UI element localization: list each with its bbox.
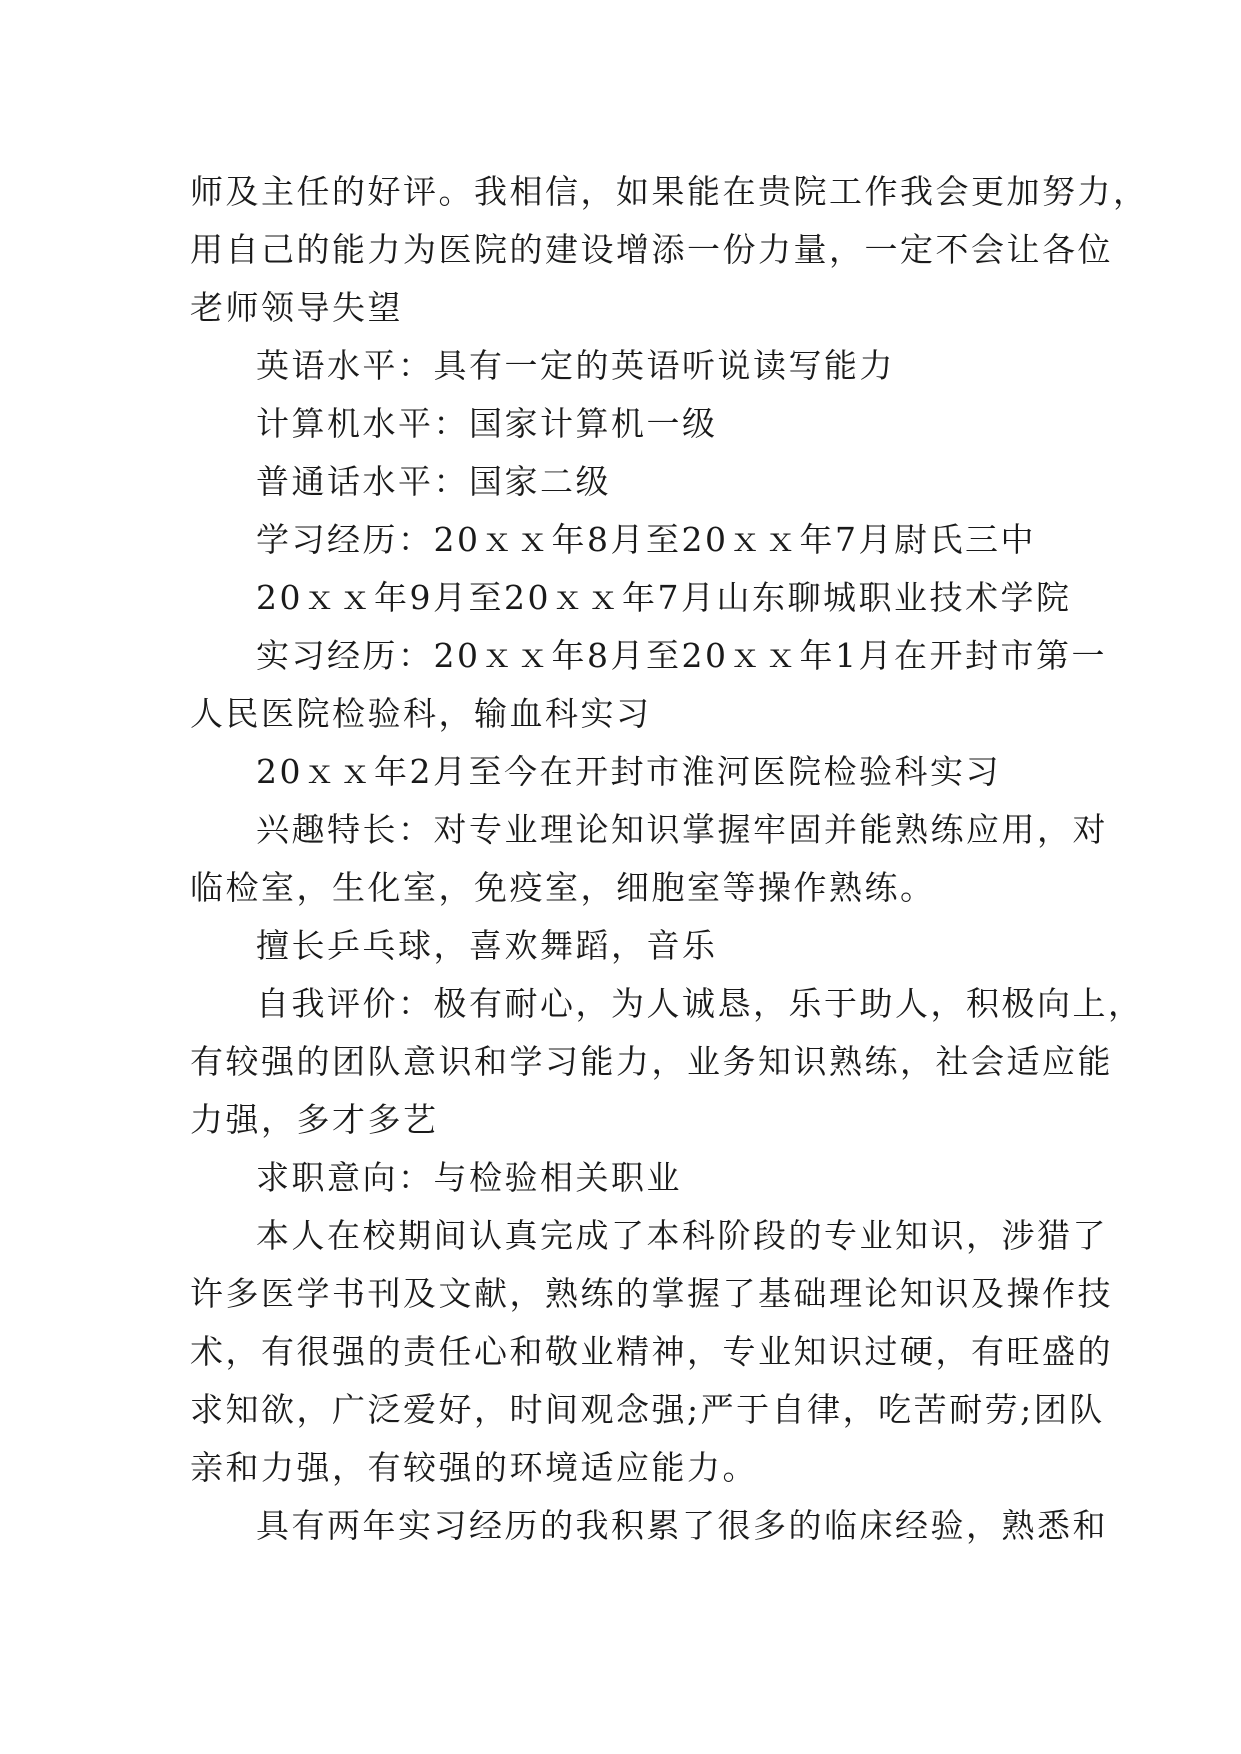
paragraph-line: 本人在校期间认真完成了本科阶段的专业知识，涉猎了: [256, 1216, 1108, 1255]
computer-level-line: 计算机水平：国家计算机一级: [256, 404, 718, 443]
job-intention-line: 求职意向：与检验相关职业: [256, 1158, 682, 1197]
paragraph-line: 亲和力强，有较强的环境适应能力。: [190, 1448, 758, 1487]
internship-line: 20ｘｘ年2月至今在开封市淮河医院检验科实习: [256, 752, 1001, 791]
self-evaluation-line: 自我评价：极有耐心，为人诚恳，乐于助人，积极向上，: [256, 984, 1144, 1023]
internship-line: 实习经历：20ｘｘ年8月至20ｘｘ年1月在开封市第一: [256, 636, 1107, 675]
paragraph-line: 许多医学书刊及文献，熟练的掌握了基础理论知识及操作技: [190, 1274, 1113, 1313]
interests-line: 兴趣特长：对专业理论知识掌握牢固并能熟练应用，对: [256, 810, 1108, 849]
paragraph-line: 具有两年实习经历的我积累了很多的临床经验，熟悉和: [256, 1506, 1108, 1545]
paragraph-line: 求知欲，广泛爱好，时间观念强;严于自律，吃苦耐劳;团队: [190, 1390, 1105, 1429]
document-body: [190, 163, 1149, 1555]
text-line: 用自己的能力为医院的建设增添一份力量，一定不会让各位: [190, 230, 1113, 269]
education-line: 20ｘｘ年9月至20ｘｘ年7月山东聊城职业技术学院: [256, 578, 1072, 617]
education-line: 学习经历：20ｘｘ年8月至20ｘｘ年7月尉氏三中: [256, 520, 1036, 559]
self-evaluation-line: 有较强的团队意识和学习能力，业务知识熟练，社会适应能: [190, 1042, 1113, 1081]
internship-line: 人民医院检验科，输血科实习: [190, 694, 652, 733]
mandarin-level-line: 普通话水平：国家二级: [256, 462, 611, 501]
text-line: 老师领导失望: [190, 288, 403, 327]
text-line: 师及主任的好评。我相信，如果能在贵院工作我会更加努力，: [190, 172, 1149, 211]
self-evaluation-line: 力强，多才多艺: [190, 1100, 439, 1139]
english-level-line: 英语水平：具有一定的英语听说读写能力: [256, 346, 895, 385]
paragraph-line: 术，有很强的责任心和敬业精神，专业知识过硬，有旺盛的: [190, 1332, 1113, 1371]
interests-line: 临检室，生化室，免疫室，细胞室等操作熟练。: [190, 868, 936, 907]
hobbies-line: 擅长乒乓球，喜欢舞蹈，音乐: [256, 926, 718, 965]
